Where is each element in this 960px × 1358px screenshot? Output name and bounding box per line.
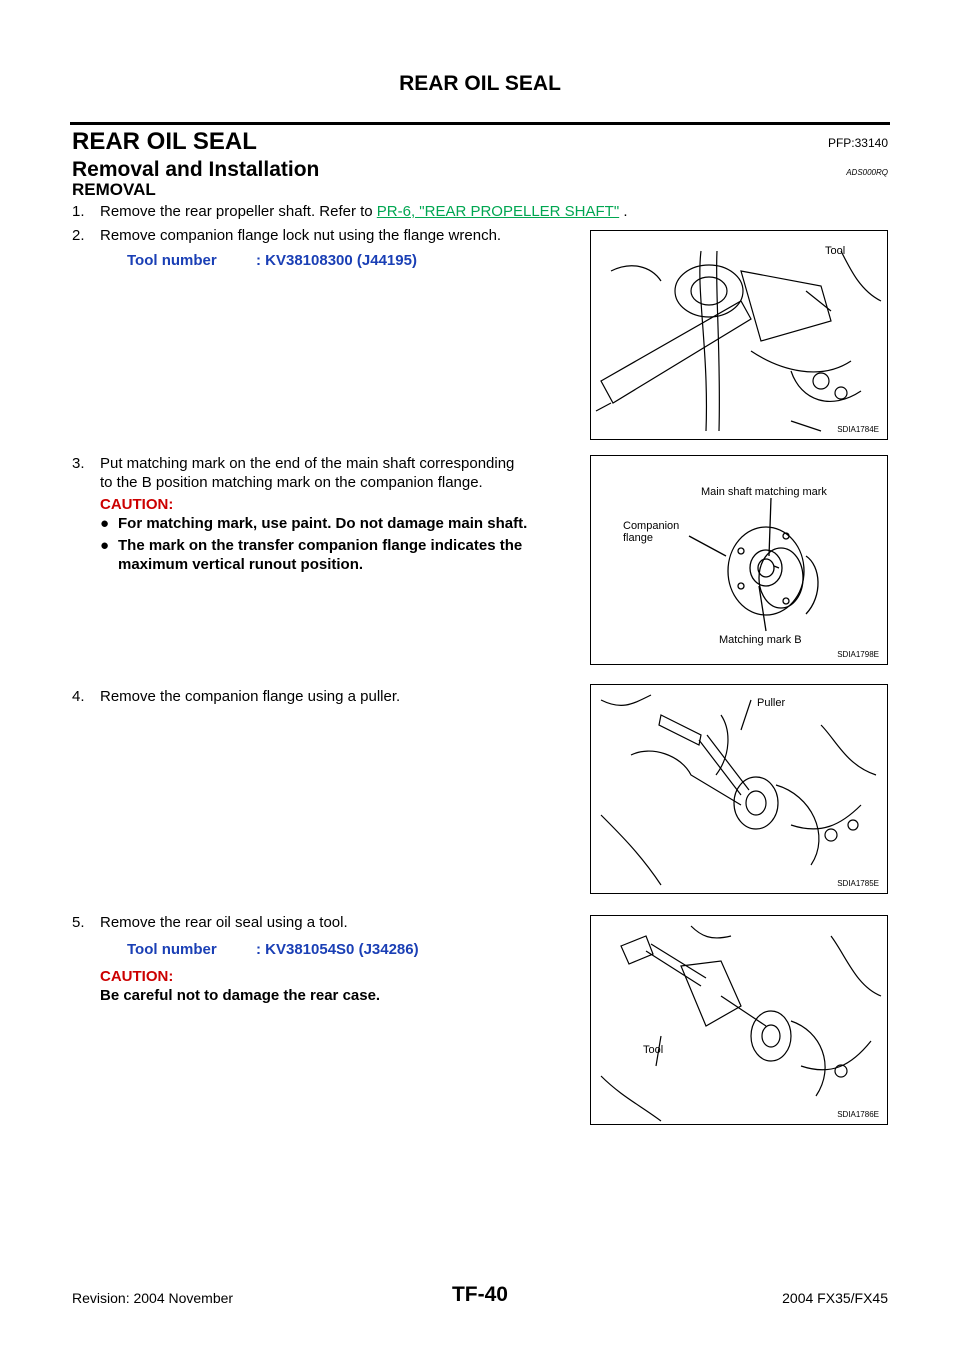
header-rule [70,122,890,125]
step-5 [72,913,348,932]
puller-callout: Puller [757,697,786,709]
companion-callout-line2: flange [623,532,653,544]
tool-callout: Tool [825,245,846,257]
caution-bullet-2 [100,536,580,555]
step-2 [72,226,501,245]
caution-title: CAUTION: [100,496,174,513]
revision-date: Revision: 2004 November [72,1290,234,1306]
step-text-tail: . [619,203,628,220]
caution-title: CAUTION: [100,968,174,985]
step-text-line1: Put matching mark on the end of the main shaft corresponding [100,455,515,472]
step-1 [72,202,628,221]
propeller-shaft-link[interactable]: PR-6, "REAR PROPELLER SHAFT" [376,203,620,220]
tool-number-label: Tool number [127,941,217,958]
pfp-code: PFP:33140 [827,136,888,150]
step-text: Remove the companion flange using a puller. [100,688,401,705]
figure-flange-wrench [590,230,888,440]
subsection-title: Removal and Installation [72,158,320,181]
step-number: 5. [72,914,85,931]
step-text: Remove companion flange lock nut using the flange wrench. [100,227,502,244]
companion-callout-line1: Companion [623,520,680,532]
model-name: 2004 FX35/FX45 [782,1290,888,1306]
step-4 [72,687,400,706]
step-number: 4. [72,688,85,705]
section-title: REAR OIL SEAL [72,128,257,155]
tool-number-value: : KV38108300 (J44195) [256,252,417,269]
step-3-line2: to the B position matching mark on the companion flange. [100,474,483,491]
step-3 [72,454,577,473]
matching-mark-b-callout: Matching mark B [719,634,802,646]
running-header-title: REAR OIL SEAL [399,72,561,95]
bullet-text: For matching mark, use paint. Do not damage main shaft. [118,515,528,532]
tool-number-label: Tool number [127,252,217,269]
flange-wrench-illustration [591,231,887,439]
page-number: TF-40 [451,1283,508,1306]
step-number: 2. [72,227,85,244]
step-number: 1. [72,203,85,220]
caution-bullet-2-cont: maximum vertical runout position. [118,556,364,573]
figure-id: SDIA1798E [837,650,879,659]
figure-matching-mark [590,455,888,665]
tool-number-value: : KV381054S0 (J34286) [256,941,419,958]
main-shaft-mark-callout: Main shaft matching mark [701,486,827,498]
bullet-text: The mark on the transfer companion flange indicates the [118,537,523,554]
figure-puller [590,684,888,894]
bullet-icon: ● [100,537,110,554]
figure-oil-seal-tool [590,915,888,1125]
caution-text: Be careful not to damage the rear case. [100,987,381,1004]
bullet-icon: ● [100,515,110,532]
puller-illustration [591,685,887,893]
removal-heading: REMOVAL [72,180,156,199]
figure-id: SDIA1786E [837,1110,879,1119]
step-text: Remove the rear propeller shaft. Refer to [100,203,377,220]
subsection-code: ADS000RQ [846,168,888,177]
step-number: 3. [72,455,85,472]
tool-callout: Tool [643,1044,664,1056]
oil-seal-tool-illustration [591,916,887,1124]
caution-bullet-1 [100,514,580,533]
figure-id: SDIA1784E [837,425,879,434]
step-text: Remove the rear oil seal using a tool. [100,914,348,931]
figure-id: SDIA1785E [837,879,879,888]
